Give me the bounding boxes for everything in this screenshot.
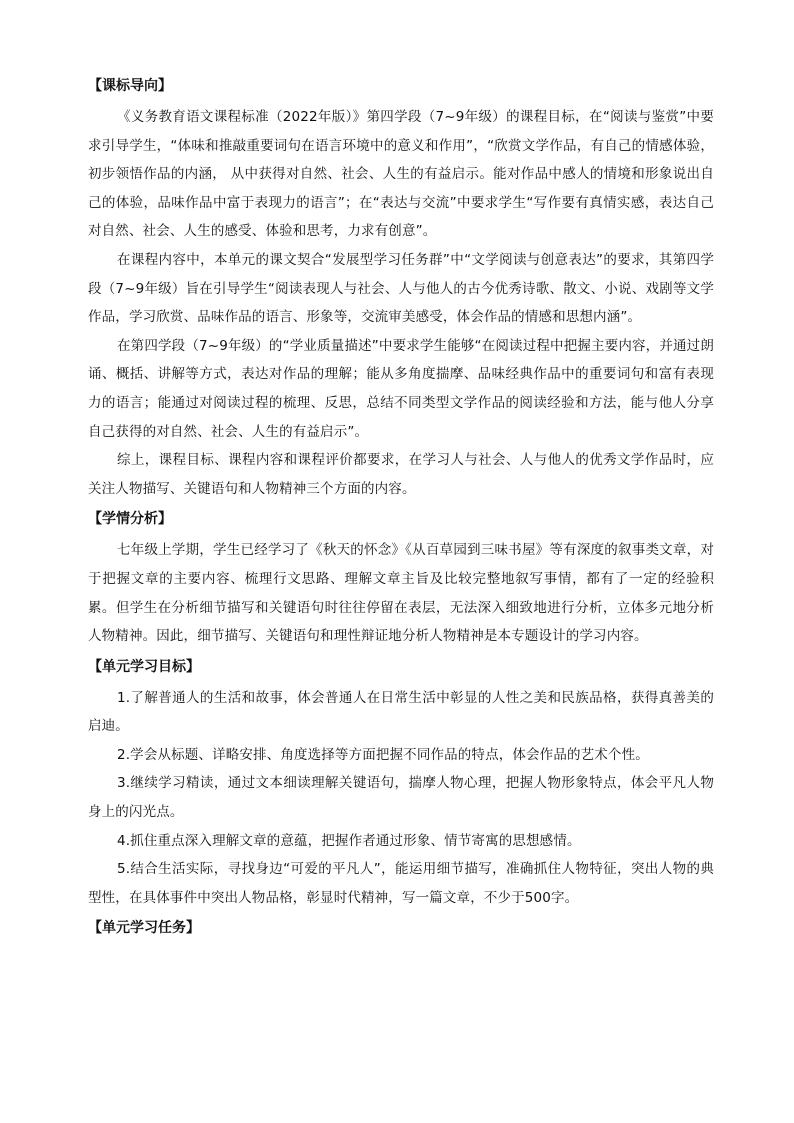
goal-item-5: 5.结合生活实际，寻找身边“可爱的平凡人”，能运用细节描写，准确抓住人物特征，突出人物的典型性，在具体事件中突出人物品格，彰显时代精神，写一篇文章，不少于500字。: [88, 861, 714, 906]
analysis-paragraph-1: 七年级上学期，学生已经学习了《秋天的怀念》《从百草园到三味书屋》等有深度的叙事类文章，对于把握文章的主要内容、梳理行文思路、理解文章主旨及比较完整地叙写事情，都有了一定的经验积累。但学生在分析细节描写和关键语句时往往停留在表层，无法深入细致地进行分析，立体多元地分析人物精神。因此，细节描写、关键语句和理性辩证地分析人物精神是本专题设计的学习内容。: [88, 542, 714, 645]
document-page: [88, 70, 714, 945]
curriculum-paragraph-4: 综上，课程目标、课程内容和课程评价都要求，在学习人与社会、人与他人的优秀文学作品时，应关注人物描写、关键语句和人物精神三个方面的内容。: [88, 452, 714, 497]
section-heading-curriculum: 【课标导向】: [88, 78, 172, 94]
section-heading-goals: 【单元学习目标】: [88, 658, 200, 675]
section-heading-analysis: 【学情分析】: [88, 511, 172, 528]
curriculum-paragraph-3: 在第四学段（7~9年级）的“学业质量描述”中要求学生能够“在阅读过程中把握主要内容，并通过朗诵、概括、讲解等方式，表达对作品的理解；能从多角度揣摩、品味经典作品中的重要词句和富有表现力的语言；能通过对阅读过程的梳理、反思，总结不同类型文学作品的阅读经验和方法，能与他人分享自己获得的对自然、社会、人生的有益启示”。: [88, 337, 714, 440]
goal-item-2: 2.学会从标题、详略安排、角度选择等方面把握不同作品的特点，体会作品的艺术个性。: [117, 746, 649, 763]
section-heading-tasks: 【单元学习任务】: [88, 920, 200, 937]
curriculum-paragraph-2: 在课程内容中，本单元的课文契合“发展型学习任务群”中“文学阅读与创意表达”的要求，其第四学段（7~9年级）旨在引导学生“阅读表现人与社会、人与他人的古今优秀诗歌、散文、小说、戏剧等文学作品，学习欣赏、品味作品的语言、形象等，交流审美感受，体会作品的情感和思想内涵”。: [88, 251, 714, 326]
goal-item-1: 1.了解普通人的生活和故事，体会普通人在日常生活中彰显的人性之美和民族品格，获得真善美的启迪。: [88, 689, 714, 735]
goal-item-4: 4.抓住重点深入理解文章的意蕴，把握作者通过形象、情节寄寓的思想感情。: [117, 832, 581, 849]
curriculum-paragraph-1: 《义务教育语文课程标准（2022年版）》第四学段（7~9年级）的课程目标，在“阅读与鉴赏”中要求引导学生，“体味和推敲重要词句在语言环境中的意义和作用”，“欣赏文学作品，有自己的情感体验，初步领悟作品的内涵， 从中获得对自然、社会、人生的有益启示。能对作品中感人的情境和形象说出自己的体验，品味作品中富于表现力的语言”；在“表达与交流”中要求学生“写作要有真情实感，表达自己对自然、社会、人生的感受、体验和思考，力求有创意”。: [88, 109, 714, 240]
goal-item-3: 3.继续学习精读，通过文本细读理解关键语句，揣摩人物心理，把握人物形象特点，体会平凡人物身上的闪光点。: [88, 775, 714, 821]
